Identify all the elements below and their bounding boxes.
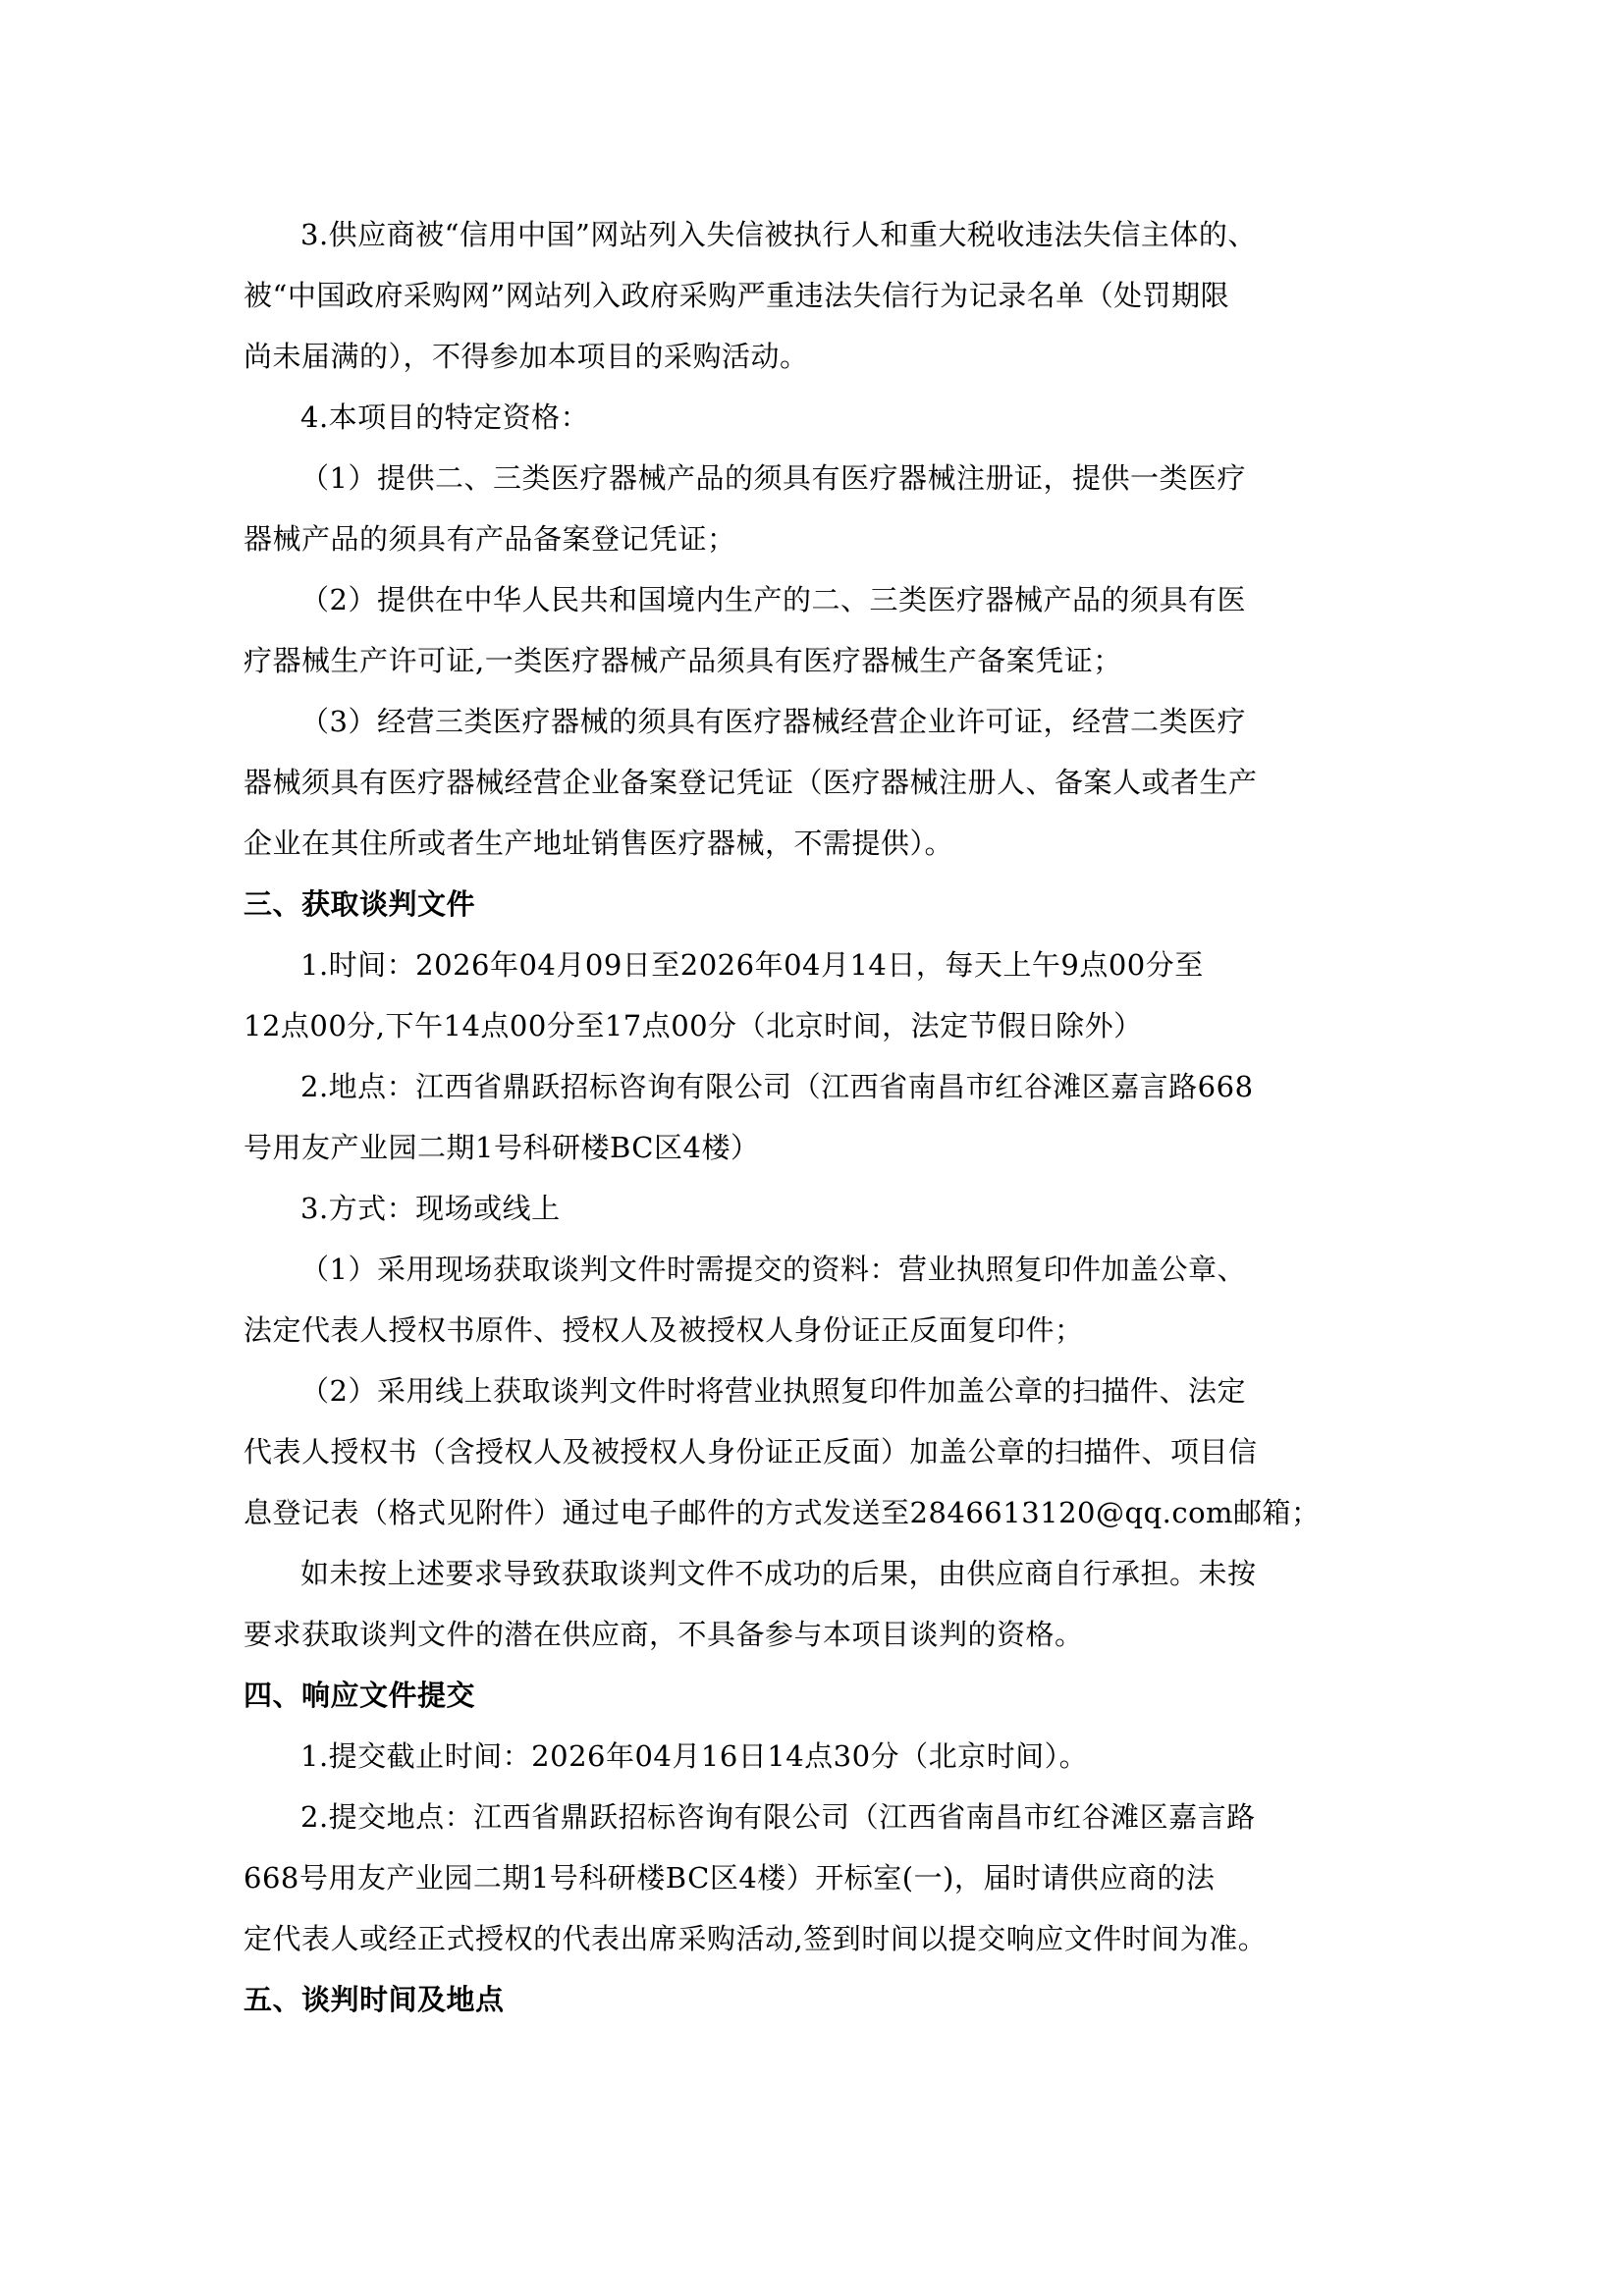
supplier-credit-clause-line-3: 尚未届满的），不得参加本项目的采购活动。 — [244, 340, 809, 373]
submission-location-line-2: 668号用友产业园二期1号科研楼BC区4楼）开标室(一)，届时请供应商的法 — [244, 1861, 1216, 1895]
submission-location-line-3: 定代表人或经正式授权的代表出席采购活动,签到时间以提交响应文件时间为准。 — [244, 1922, 1268, 1955]
qualification-3-line-3: 企业在其住所或者生产地址销售医疗器械，不需提供）。 — [244, 827, 954, 860]
obtain-method-title: 3.方式：现场或线上 — [300, 1192, 561, 1225]
onsite-method-line-2: 法定代表人授权书原件、授权人及被授权人身份证正反面复印件； — [244, 1313, 1084, 1347]
qualification-3-line-1: （3）经营三类医疗器械的须具有医疗器械经营企业许可证，经营二类医疗 — [300, 705, 1246, 738]
obtain-location-line-2: 号用友产业园二期1号科研楼BC区4楼） — [244, 1131, 760, 1164]
qualification-1-line-1: （1）提供二、三类医疗器械产品的须具有医疗器械注册证，提供一类医疗 — [300, 461, 1246, 495]
qualification-3-line-2: 器械须具有医疗器械经营企业备案登记凭证（医疗器械注册人、备案人或者生产 — [244, 766, 1258, 799]
section-heading-obtain-documents: 三、获取谈判文件 — [244, 887, 476, 921]
obtain-time-line-1: 1.时间：2026年04月09日至2026年04月14日，每天上午9点00分至 — [300, 948, 1204, 982]
online-method-line-3-email: 息登记表（格式见附件）通过电子邮件的方式发送至2846613120@qq.com邮箱； — [244, 1496, 1321, 1529]
section-heading-negotiation-time-place: 五、谈判时间及地点 — [244, 1983, 505, 2016]
document-page — [244, 204, 1394, 2030]
online-method-line-2: 代表人授权书（含授权人及被授权人身份证正反面）加盖公章的扫描件、项目信 — [244, 1435, 1258, 1468]
failure-notice-line-1: 如未按上述要求导致获取谈判文件不成功的后果，由供应商自行承担。未按 — [300, 1557, 1257, 1590]
specific-qualification-title: 4.本项目的特定资格： — [300, 400, 590, 434]
onsite-method-line-1: （1）采用现场获取谈判文件时需提交的资料：营业执照复印件加盖公章、 — [300, 1253, 1246, 1286]
qualification-2-line-2: 疗器械生产许可证,一类医疗器械产品须具有医疗器械生产备案凭证； — [244, 644, 1122, 677]
online-method-line-1: （2）采用线上获取谈判文件时将营业执照复印件加盖公章的扫描件、法定 — [300, 1374, 1246, 1408]
obtain-location-line-1: 2.地点：江西省鼎跃招标咨询有限公司（江西省南昌市红谷滩区嘉言路668 — [300, 1070, 1254, 1103]
supplier-credit-clause-line-1: 3.供应商被“信用中国”网站列入失信被执行人和重大税收违法失信主体的、 — [300, 218, 1257, 251]
submission-location-line-1: 2.提交地点：江西省鼎跃招标咨询有限公司（江西省南昌市红谷滩区嘉言路 — [300, 1800, 1256, 1834]
failure-notice-line-2: 要求获取谈判文件的潜在供应商，不具备参与本项目谈判的资格。 — [244, 1618, 1084, 1651]
qualification-1-line-2: 器械产品的须具有产品备案登记凭证； — [244, 522, 736, 556]
supplier-credit-clause-line-2: 被“中国政府采购网”网站列入政府采购严重违法失信行为记录名单（处罚期限 — [244, 279, 1230, 312]
qualification-2-line-1: （2）提供在中华人民共和国境内生产的二、三类医疗器械产品的须具有医 — [300, 583, 1246, 616]
section-heading-response-submission: 四、响应文件提交 — [244, 1679, 476, 1712]
submission-deadline: 1.提交截止时间：2026年04月16日14点30分（北京时间）。 — [300, 1739, 1089, 1773]
obtain-time-line-2: 12点00分,下午14点00分至17点00分（北京时间，法定节假日除外） — [244, 1009, 1143, 1042]
